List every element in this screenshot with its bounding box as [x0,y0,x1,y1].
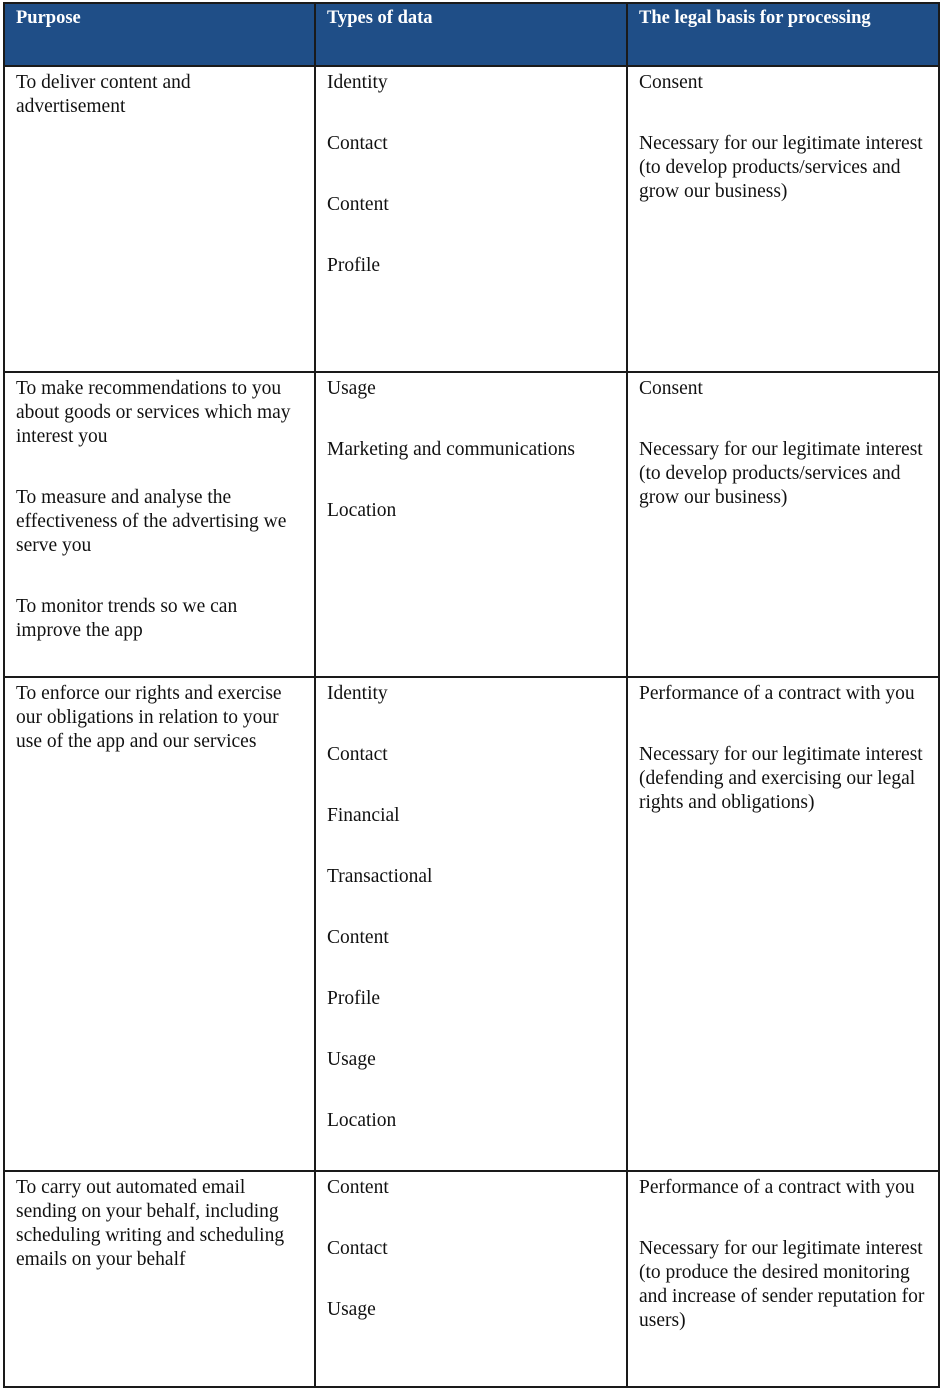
legal-basis-text: Necessary for our legitimate interest (to develop products/services and grow our business) [639,439,923,508]
legal-basis-text: Consent [639,72,703,93]
table-row [4,66,939,372]
purpose-text: To deliver content and advertisement [16,72,191,117]
data-type: Financial [327,805,400,826]
data-type: Profile [327,255,381,276]
data-processing-table [3,2,940,1388]
data-type: Contact [327,133,388,154]
data-type: Content [327,1177,389,1198]
legal-basis-text: Necessary for our legitimate interest (to develop products/services and grow our business) [639,133,923,202]
purpose-cell [4,677,315,1171]
data-type: Identity [327,683,388,704]
header-purpose: Purpose [4,3,315,66]
data-types-cell [315,677,627,1171]
purpose-text: To monitor trends so we can improve the app [16,596,238,641]
data-type: Usage [327,1049,376,1070]
purpose-cell [4,66,315,372]
purpose-text: To enforce our rights and exercise our obligations in relation to your use of the app and our services [16,683,282,752]
data-type: Identity [327,72,388,93]
data-type: Location [327,1110,397,1131]
data-type: Content [327,927,389,948]
data-type: Content [327,194,389,215]
legal-basis-text: Necessary for our legitimate interest (defending and exercising our legal rights and obligations) [639,744,923,813]
legal-basis-text: Performance of a contract with you [639,1177,915,1198]
legal-basis-cell [627,677,939,1171]
header-legal-basis: The legal basis for processing [627,3,939,66]
legal-basis-text: Necessary for our legitimate interest (to produce the desired monitoring and increase of sender reputation for users) [639,1238,925,1331]
data-types-cell [315,372,627,677]
table-row [4,677,939,1171]
data-type: Profile [327,988,381,1009]
purpose-text: To make recommendations to you about goods or services which may interest you [16,378,291,447]
data-types-cell [315,66,627,372]
data-type: Usage [327,1299,376,1320]
data-type: Transactional [327,866,433,887]
legal-basis-cell [627,372,939,677]
table-header-row [4,3,939,66]
data-type: Contact [327,1238,388,1259]
legal-basis-text: Performance of a contract with you [639,683,915,704]
data-type: Contact [327,744,388,765]
purpose-cell [4,372,315,677]
legal-basis-cell [627,1171,939,1387]
data-types-cell [315,1171,627,1387]
table-row [4,372,939,677]
purpose-cell [4,1171,315,1387]
data-type: Usage [327,378,376,399]
legal-basis-text: Consent [639,378,703,399]
legal-basis-cell [627,66,939,372]
table-row [4,1171,939,1387]
purpose-text: To measure and analyse the effectiveness of the advertising we serve you [16,487,287,556]
data-type: Marketing and communications [327,439,576,460]
header-types-of-data: Types of data [315,3,627,66]
data-type: Location [327,500,397,521]
purpose-text: To carry out automated email sending on your behalf, including scheduling writing and scheduling emails on your behalf [16,1177,285,1270]
